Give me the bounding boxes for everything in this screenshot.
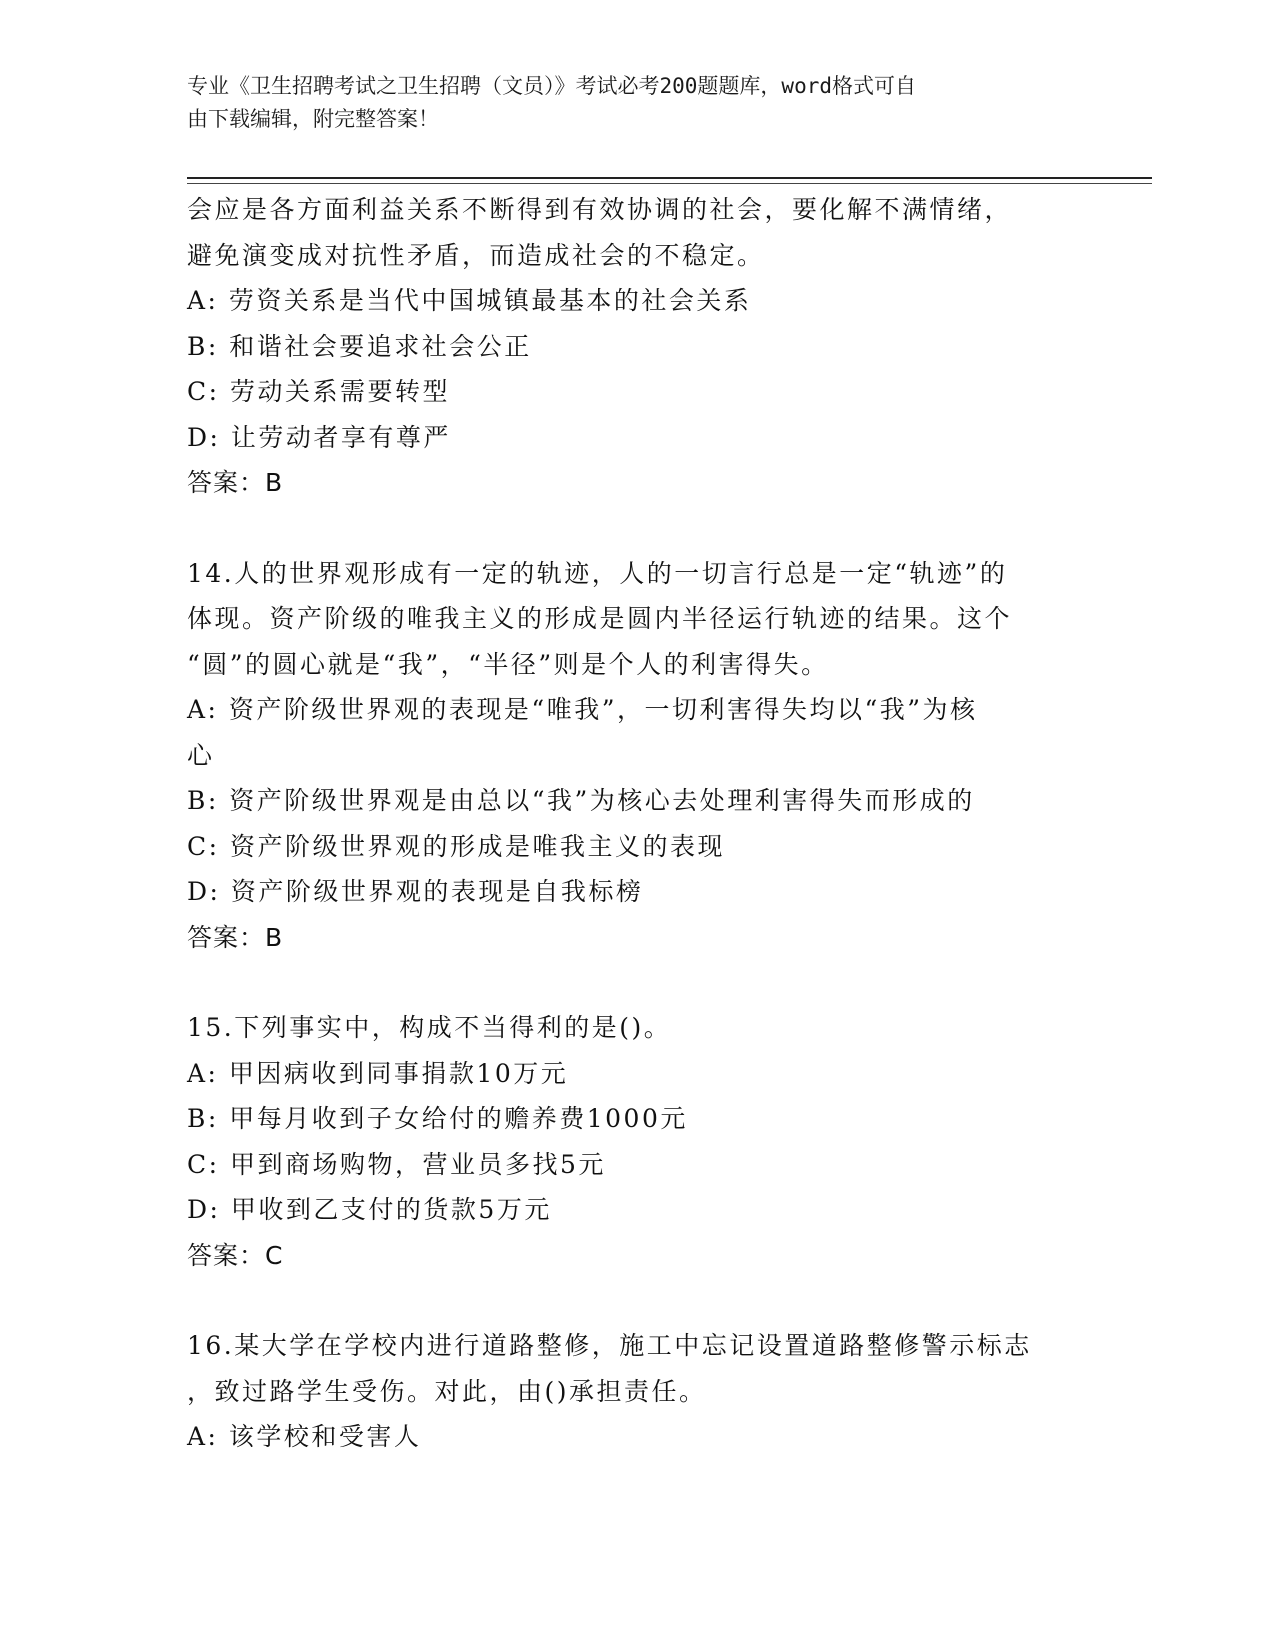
option-d: D: 让劳动者享有尊严 [187,422,451,452]
option-a: A: 甲因病收到同事捐款10万元 [187,1058,569,1088]
header-line-2: 由下载编辑，附完整答案！ [187,107,439,131]
question-stem-line: 避免演变成对抗性矛盾，而造成社会的不稳定。 [187,240,765,270]
option-d: D: 甲收到乙支付的货款5万元 [187,1195,552,1224]
option-b: B: 甲每月收到子女给付的赡养费1000元 [187,1104,688,1133]
question-14 [187,551,1077,961]
option-c: C: 劳动关系需要转型 [187,377,450,406]
option-a: A: 该学校和受害人 [187,1422,422,1451]
question-15 [187,1005,1077,1278]
header-divider-thin [187,183,1152,184]
question-stem-line: “圆”的圆心就是“我”，“半径”则是个人的利害得失。 [187,649,829,679]
question-stem-line: 体现。资产阶级的唯我主义的形成是圆内半径运行轨迹的结果。这个 [187,604,1013,633]
question-spacer [187,506,1077,551]
answer-label: 答案：C [187,1240,284,1270]
option-b: B: 资产阶级世界观是由总以“我”为核心去处理利害得失而形成的 [187,786,975,815]
option-d: D: 资产阶级世界观的表现是自我标榜 [187,877,644,906]
question-stem-line: 14.人的世界观形成有一定的轨迹，人的一切言行总是一定“轨迹”的 [187,558,1008,588]
answer-label: 答案：B [187,922,284,952]
answer-label: 答案：B [187,468,284,497]
option-a: A: 劳资关系是当代中国城镇最基本的社会关系 [187,286,752,315]
document-header [187,70,1067,136]
question-stem-line: ，致过路学生受伤。对此，由()承担责任。 [187,1376,707,1406]
header-divider-thick [187,177,1152,179]
question-stem-line: 16.某大学在学校内进行道路整修，施工中忘记设置道路整修警示标志 [187,1331,1032,1360]
option-b: B: 和谐社会要追求社会公正 [187,331,532,361]
question-spacer [187,960,1077,1005]
option-c: C: 甲到商场购物，营业员多找5元 [187,1149,606,1179]
question-stem-line: 会应是各方面利益关系不断得到有效协调的社会，要化解不满情绪， [187,195,1013,224]
question-16 [187,1323,1077,1460]
option-a: A: 资产阶级世界观的表现是“唯我”，一切利害得失均以“我”为核 [187,695,978,724]
question-content [187,187,1077,1460]
question-stem-line: 15.下列事实中，构成不当得利的是()。 [187,1013,672,1042]
question-13 [187,187,1077,506]
header-line-1: 专业《卫生招聘考试之卫生招聘（文员）》考试必考200题题库，word格式可自 [187,74,916,98]
question-spacer [187,1278,1077,1323]
option-c: C: 资产阶级世界观的形成是唯我主义的表现 [187,831,725,861]
option-a-continued: 心 [187,740,215,770]
